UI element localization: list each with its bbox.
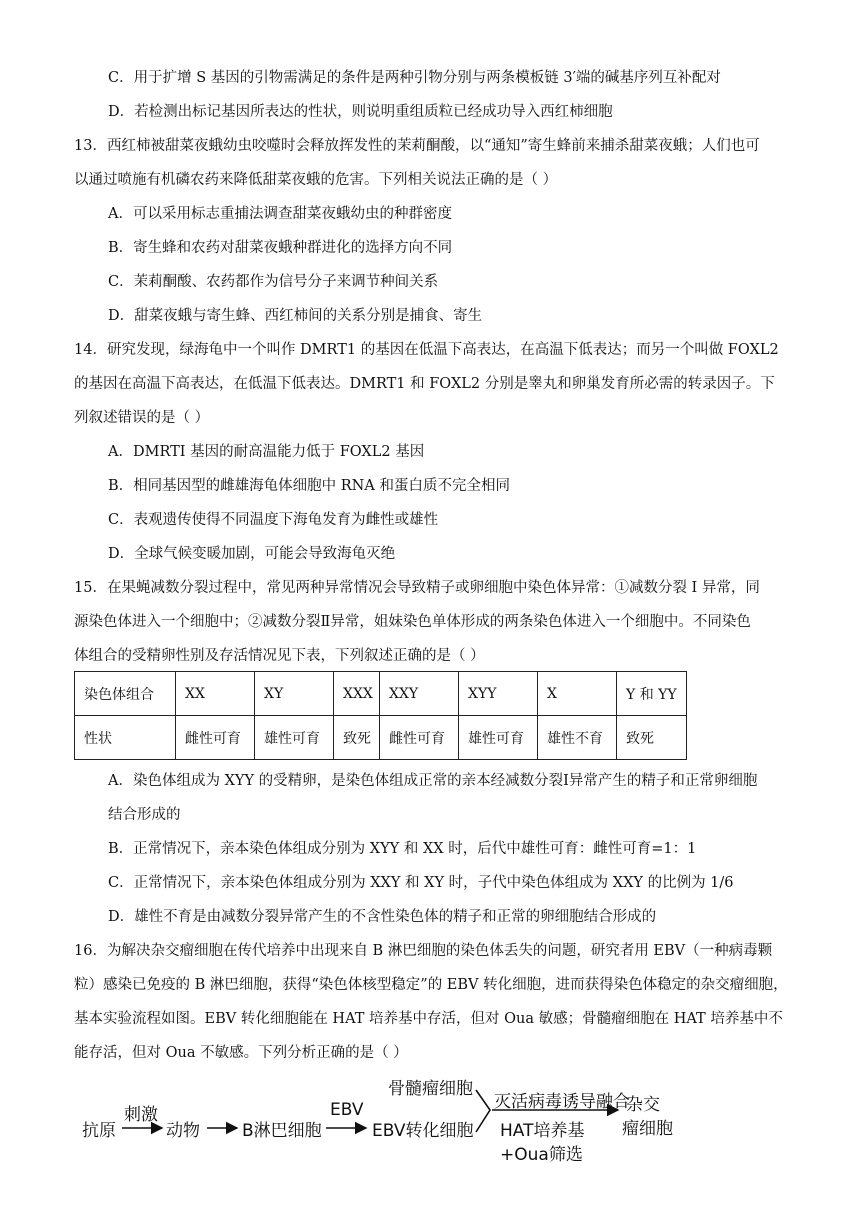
table-cell: 致死 xyxy=(617,716,687,760)
text-line: A．染色体组成为 XYY 的受精卵，是染色体组成正常的亲本经减数分裂Ⅰ异常产生的精子和正常卵细胞 xyxy=(108,773,758,789)
text-line: B．寄生蜂和农药对甜菜夜蛾种群进化的选择方向不同 xyxy=(108,240,453,256)
text-line: B．正常情况下，亲本染色体组成分别为 XYY 和 XX 时，后代中雄性可育：雌性可育=1：1 xyxy=(108,841,697,857)
flow-fusion: 灭活病毒诱导融合 xyxy=(494,1092,630,1112)
table-cell: XYY xyxy=(459,672,538,716)
text-line: C．表观遗传使得不同温度下海龟发育为雌性或雄性 xyxy=(108,512,439,528)
table-cell: Y 和 YY xyxy=(617,672,687,716)
flow-hat: HAT培养基 xyxy=(500,1121,585,1141)
text-line: D．雄性不育是由减数分裂异常产生的不含性染色体的精子和正常的卵细胞结合形成的 xyxy=(108,909,657,925)
flow-myeloma: 骨髓瘤细胞 xyxy=(388,1079,473,1099)
text-line: 的基因在高温下高表达，在低温下低表达。DMRT1 和 FOXL2 分别是睾丸和卵巢发育所必需的转录因子。下 xyxy=(74,376,775,392)
table-cell: XY xyxy=(255,672,334,716)
flow-ebv: EBV xyxy=(330,1100,364,1120)
text-line: 14．研究发现，绿海龟中一个叫作 DMRT1 的基因在低温下高表达，在高温下低表达；而另一个叫做 FOXL2 xyxy=(74,342,779,358)
text-line: C．正常情况下，亲本染色体组成分别为 XXY 和 XY 时，子代中染色体组成为 XXY 的比例为 1/6 xyxy=(108,875,734,891)
table-cell: 雌性可育 xyxy=(176,716,255,760)
flow-animal: 动物 xyxy=(166,1121,200,1141)
table-cell: 性状 xyxy=(75,716,176,760)
text-line: 13．西红柿被甜菜夜蛾幼虫咬噬时会释放挥发性的茉莉酮酸，以“通知”寄生蜂前来捕杀甜菜夜蛾；人们也可 xyxy=(74,138,760,154)
table-cell: 雄性不育 xyxy=(538,716,617,760)
text-line: 体组合的受精卵性别及存活情况见下表，下列叙述正确的是（ ） xyxy=(74,648,485,664)
text-line: 16．为解决杂交瘤细胞在传代培养中出现来自 B 淋巴细胞的染色体丢失的问题，研究者用 EBV（一种病毒颗 xyxy=(74,943,773,959)
text-line: D．若检测出标记基因所表达的性状，则说明重组质粒已经成功导入西红柿细胞 xyxy=(108,104,613,120)
merge-bracket xyxy=(476,1090,490,1132)
text-line: 结合形成的 xyxy=(108,807,181,823)
experiment-flowchart xyxy=(0,1060,860,1170)
table-cell: 致死 xyxy=(334,716,380,760)
text-line: D．甜菜夜蛾与寄生蜂、西红柿间的关系分别是捕食、寄生 xyxy=(108,308,483,324)
text-line: A．可以采用标志重捕法调查甜菜夜蛾幼虫的种群密度 xyxy=(108,206,452,222)
text-line: 15．在果蝇减数分裂过程中，常见两种异常情况会导致精子或卵细胞中染色体异常：①减数分裂 I 异常，同 xyxy=(74,580,760,596)
flow-stimulate: 刺激 xyxy=(124,1105,158,1125)
text-line: 能存活，但对 Oua 不敏感。下列分析正确的是（ ） xyxy=(74,1045,408,1061)
table-cell: 雌性可育 xyxy=(380,716,459,760)
table-cell: XX xyxy=(176,672,255,716)
table-cell: X xyxy=(538,672,617,716)
flow-ebv-cell: EBV转化细胞 xyxy=(372,1121,474,1141)
table-cell: XXY xyxy=(380,672,459,716)
table-cell: XXX xyxy=(334,672,380,716)
flow-bcell: B淋巴细胞 xyxy=(242,1121,322,1141)
text-line: 基本实验流程如图。EBV 转化细胞能在 HAT 培养基中存活，但对 Oua 敏感；骨髓瘤细胞在 HAT 培养基中不 xyxy=(74,1011,783,1027)
flow-hybrid-2: 瘤细胞 xyxy=(622,1119,673,1139)
table-row xyxy=(75,716,687,760)
text-line: 列叙述错误的是（ ） xyxy=(74,410,210,426)
text-line: 粒）感染已免疫的 B 淋巴细胞，获得“染色体核型稳定”的 EBV 转化细胞，进而获得染色体稳定的杂交瘤细胞， xyxy=(74,977,788,993)
text-line: 以通过喷施有机磷农药来降低甜菜夜蛾的危害。下列相关说法正确的是（ ） xyxy=(74,172,558,188)
table-cell: 雄性可育 xyxy=(255,716,334,760)
chromosome-table xyxy=(74,671,687,760)
flow-hybrid-1: 杂交 xyxy=(626,1095,660,1115)
flow-oua: +Oua筛选 xyxy=(500,1145,583,1165)
text-line: D．全球气候变暖加剧，可能会导致海龟灭绝 xyxy=(108,546,396,562)
text-line: A．DMRTI 基因的耐高温能力低于 FOXL2 基因 xyxy=(108,444,425,460)
text-line: C．茉莉酮酸、农药都作为信号分子来调节种间关系 xyxy=(108,274,439,290)
table-cell: 染色体组合 xyxy=(75,672,176,716)
text-line: C．用于扩增 S 基因的引物需满足的条件是两种引物分别与两条模板链 3′端的碱基序列互补配对 xyxy=(108,70,721,86)
text-line: 源染色体进入一个细胞中；②减数分裂Ⅱ异常，姐妹染色单体形成的两条染色体进入一个细胞中。不同染色 xyxy=(74,614,751,630)
table-row xyxy=(75,672,687,716)
flow-antigen: 抗原 xyxy=(82,1121,116,1141)
text-line: B．相同基因型的雌雄海龟体细胞中 RNA 和蛋白质不完全相同 xyxy=(108,478,510,494)
table-cell: 雄性可育 xyxy=(459,716,538,760)
